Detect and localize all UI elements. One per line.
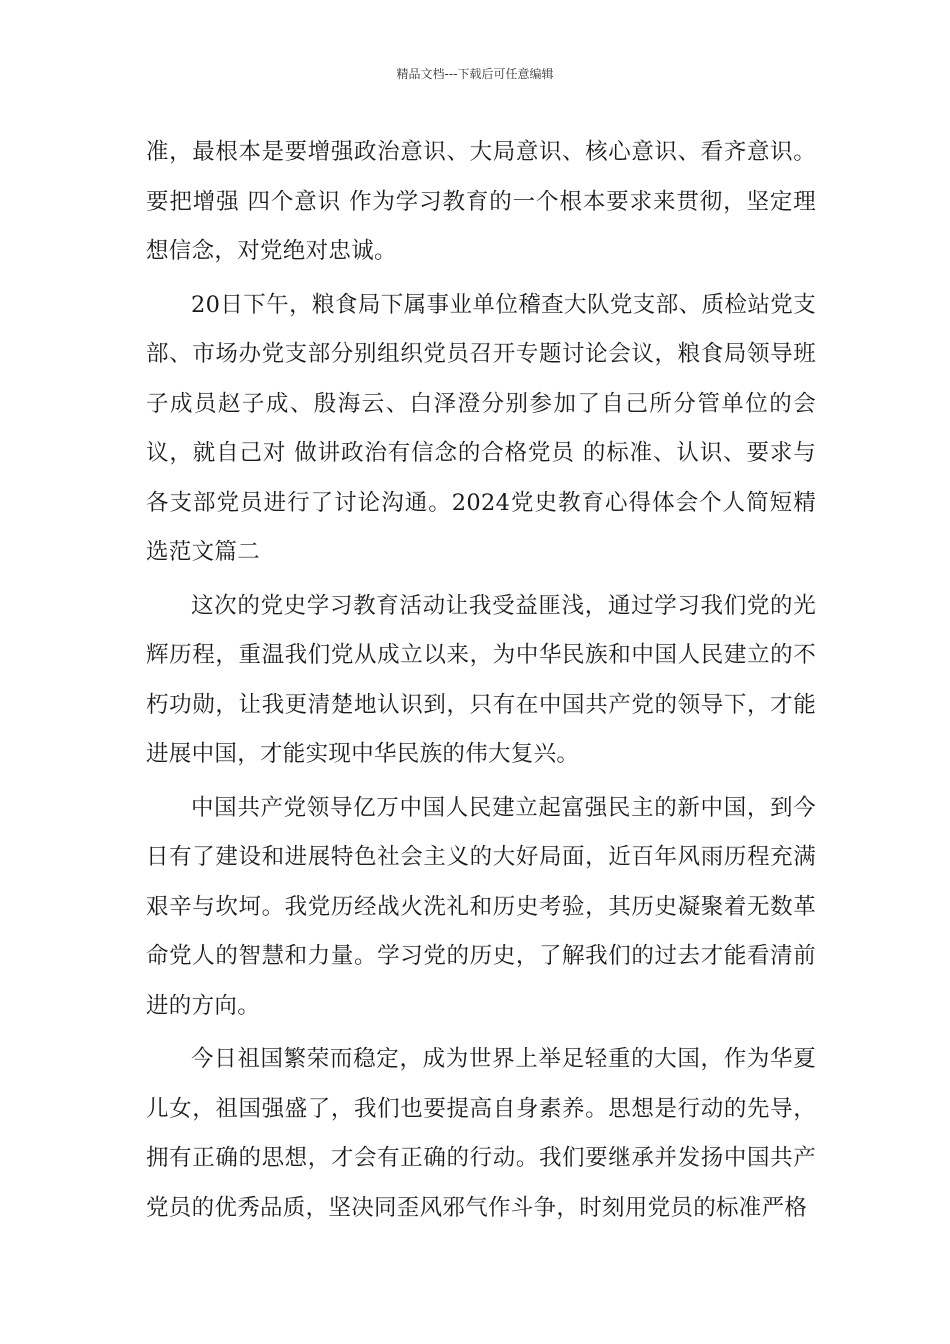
page-header: 精品文档---下载后可任意编辑 <box>396 67 554 81</box>
paragraph-2: 20日下午，粮食局下属事业单位稽查大队党支部、质检站党支部、市场办党支部分别组织党员召开专题讨论会议，粮食局领导班子成员赵子成、殷海云、白泽澄分别参加了自己所分管单位的会议，就自己对 做讲政治有信念的合格党员 的标准、认识、要求与各支部党员进行了讨论沟通。2024党史教育心得体会个人简短精选范文篇二 <box>146 291 816 565</box>
paragraph-3: 这次的党史学习教育活动让我受益匪浅，通过学习我们党的光辉历程，重温我们党从成立以来，为中华民族和中国人民建立的不朽功勋，让我更清楚地认识到，只有在中国共产党的领导下，才能进展中国，才能实现中华民族的伟大复兴。 <box>146 592 816 767</box>
paragraph-4: 中国共产党领导亿万中国人民建立起富强民主的新中国，到今日有了建设和进展特色社会主义的大好局面，近百年风雨历程充满艰辛与坎坷。我党历经战火洗礼和历史考验，其历史凝聚着无数革命党人的智慧和力量。学习党的历史，了解我们的过去才能看清前进的方向。 <box>146 794 816 1019</box>
paragraph-1: 准，最根本是要增强政治意识、大局意识、核心意识、看齐意识。要把增强 四个意识 作为学习教育的一个根本要求来贯彻，坚定理想信念，对党绝对忠诚。 <box>146 139 816 264</box>
document-body <box>146 128 816 1237</box>
paragraph-5: 今日祖国繁荣而稳定，成为世界上举足轻重的大国，作为华夏儿女，祖国强盛了，我们也要提高自身素养。思想是行动的先导，拥有正确的思想，才会有正确的行动。我们要继承并发扬中国共产党员的优秀品质，坚决同歪风邪气作斗争，时刻用党员的标准严格 <box>146 1046 816 1221</box>
